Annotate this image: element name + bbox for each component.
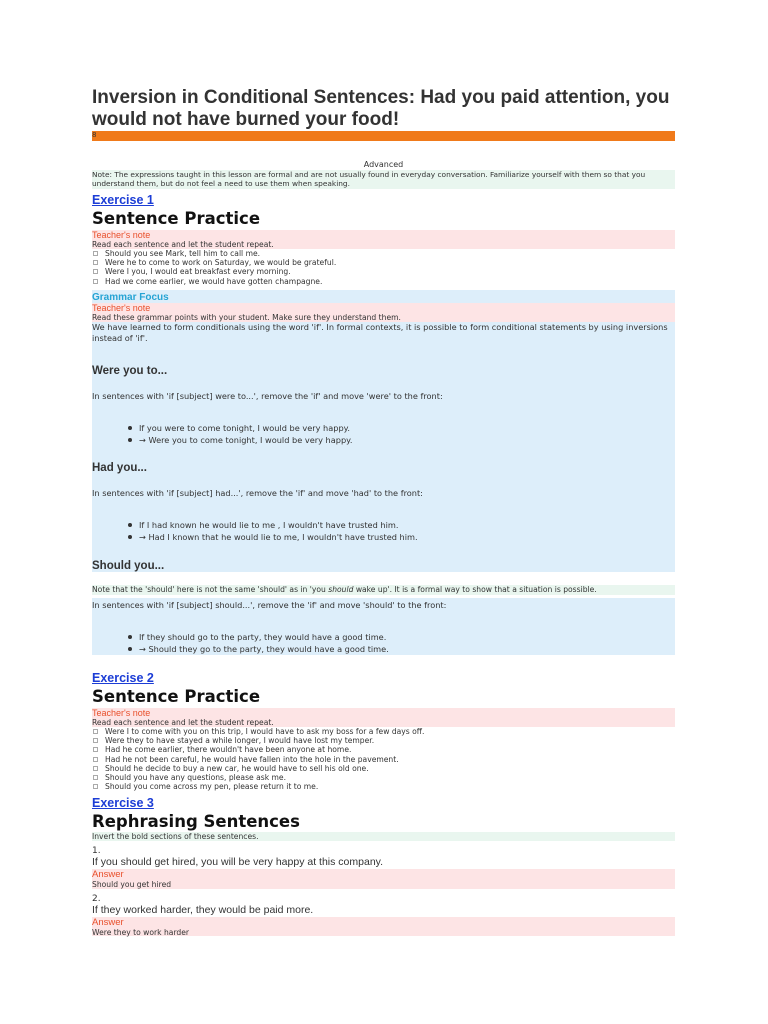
checkbox-icon — [93, 738, 98, 743]
teacher-note-text: Read these grammar points with your student. Make sure they understand them. — [92, 313, 401, 322]
bullet-icon — [128, 438, 132, 442]
exercise-3-heading: Rephrasing Sentences — [92, 812, 300, 831]
exercise-1-heading: Sentence Practice — [92, 209, 261, 228]
question-number: 2. — [92, 894, 101, 904]
bullet-icon — [128, 647, 132, 651]
had-you-examples — [128, 503, 675, 553]
bullet-icon — [128, 635, 132, 639]
checkbox-icon — [93, 775, 98, 780]
exercise-2-heading: Sentence Practice — [92, 687, 261, 706]
question-sentence: If they worked harder, they would be paid more. — [92, 904, 314, 916]
checkbox-icon — [93, 279, 98, 284]
checkbox-icon — [93, 729, 98, 734]
list-item: Should you come across my pen, please return it to me. — [92, 782, 675, 791]
checkbox-icon — [93, 251, 98, 256]
answer-box — [92, 869, 675, 889]
exercise-3-link[interactable]: Exercise 3 — [92, 796, 154, 810]
example-item: If they should go to the party, they would have a good time. — [139, 632, 386, 642]
teacher-note-label: Teacher's note — [92, 230, 151, 240]
grammar-intro: We have learned to form conditionals using the word 'if'. In formal contexts, it is possible to form conditional statements by using inversions instead of 'if'. — [92, 322, 668, 343]
were-you-examples — [128, 406, 675, 456]
exercise-1-link[interactable]: Exercise 1 — [92, 193, 154, 207]
example-item: → Were you to come tonight, I would be very happy. — [139, 435, 352, 445]
list-item: Were they to have stayed a while longer, I would have lost my temper. — [92, 736, 675, 745]
exercise-1-list — [92, 249, 675, 286]
had-you-heading: Had you... — [92, 462, 147, 474]
list-item: Had he come earlier, there wouldn't have been anyone at home. — [92, 745, 675, 754]
were-you-rule: In sentences with 'if [subject] were to...', remove the 'if' and move 'were' to the front: — [92, 391, 443, 401]
example-item: If you were to come tonight, I would be very happy. — [139, 423, 350, 433]
should-note: Note that the 'should' here is not the same 'should' as in 'you should wake up'. It is a formal way to show that a situation is possible. — [92, 585, 675, 595]
checkbox-icon — [93, 766, 98, 771]
list-item: Had he not been careful, he would have fallen into the hole in the pavement. — [92, 755, 675, 764]
exercise-3-instruction: Invert the bold sections of these sentences. — [92, 832, 675, 841]
answer-text: Were they to work harder — [92, 928, 190, 937]
answer-box — [92, 917, 675, 936]
answer-label: Answer — [92, 917, 124, 928]
teacher-note-label: Teacher's note — [92, 303, 151, 313]
question-number: 1. — [92, 846, 101, 856]
teacher-note-text: Read each sentence and let the student repeat. — [92, 718, 274, 727]
list-item: Were he to come to work on Saturday, we would be grateful. — [92, 258, 675, 267]
example-item: → Had I known that he would lie to me, I wouldn't have trusted him. — [139, 532, 418, 542]
page-title: Inversion in Conditional Sentences: Had you paid attention, you would not have burned your food! — [92, 87, 670, 130]
grammar-focus-label: Grammar Focus — [92, 292, 169, 303]
exercise-2-list — [92, 727, 675, 791]
checkbox-icon — [93, 747, 98, 752]
teacher-note-label: Teacher's note — [92, 708, 151, 718]
teacher-note-1 — [92, 230, 675, 249]
were-you-heading: Were you to... — [92, 365, 168, 377]
checkbox-icon — [93, 260, 98, 265]
should-you-heading: Should you... — [92, 560, 165, 572]
teacher-note-grammar — [92, 303, 675, 322]
example-item: If I had known he would lie to me , I wouldn't have trusted him. — [139, 520, 398, 530]
teacher-note-2 — [92, 708, 675, 727]
exercise-2-link[interactable]: Exercise 2 — [92, 671, 154, 685]
should-you-rule: In sentences with 'if [subject] should...', remove the 'if' and move 'should' to the front: — [92, 600, 447, 610]
orange-divider-mark: 8 — [92, 131, 97, 139]
intro-note: Note: The expressions taught in this lesson are formal and are not usually found in everyday conversation. Familiarize yourself with them so that you understand them, but do not feel a need to use them when speaking. — [92, 170, 675, 189]
checkbox-icon — [93, 784, 98, 789]
had-you-rule: In sentences with 'if [subject] had...', remove the 'if' and move 'had' to the front: — [92, 488, 423, 498]
level-label: Advanced — [363, 160, 404, 169]
bullet-icon — [128, 426, 132, 430]
answer-text: Should you get hired — [92, 880, 172, 889]
list-item: Should you see Mark, tell him to call me. — [92, 249, 675, 258]
teacher-note-text: Read each sentence and let the student repeat. — [92, 240, 274, 249]
list-item: Were I to come with you on this trip, I would have to ask my boss for a few days off. — [92, 727, 675, 736]
list-item: Were I you, I would eat breakfast every morning. — [92, 267, 675, 276]
question-sentence: If you should get hired, you will be very happy at this company. — [92, 856, 384, 868]
should-you-examples — [128, 615, 675, 655]
checkbox-icon — [93, 757, 98, 762]
list-item: Had we come earlier, we would have gotten champagne. — [92, 277, 675, 286]
list-item: Should you have any questions, please ask me. — [92, 773, 675, 782]
bullet-icon — [128, 523, 132, 527]
checkbox-icon — [93, 269, 98, 274]
list-item: Should he decide to buy a new car, he would have to sell his old one. — [92, 764, 675, 773]
orange-divider — [92, 131, 675, 141]
answer-label: Answer — [92, 869, 124, 880]
bullet-icon — [128, 535, 132, 539]
example-item: → Should they go to the party, they would have a good time. — [139, 644, 389, 654]
